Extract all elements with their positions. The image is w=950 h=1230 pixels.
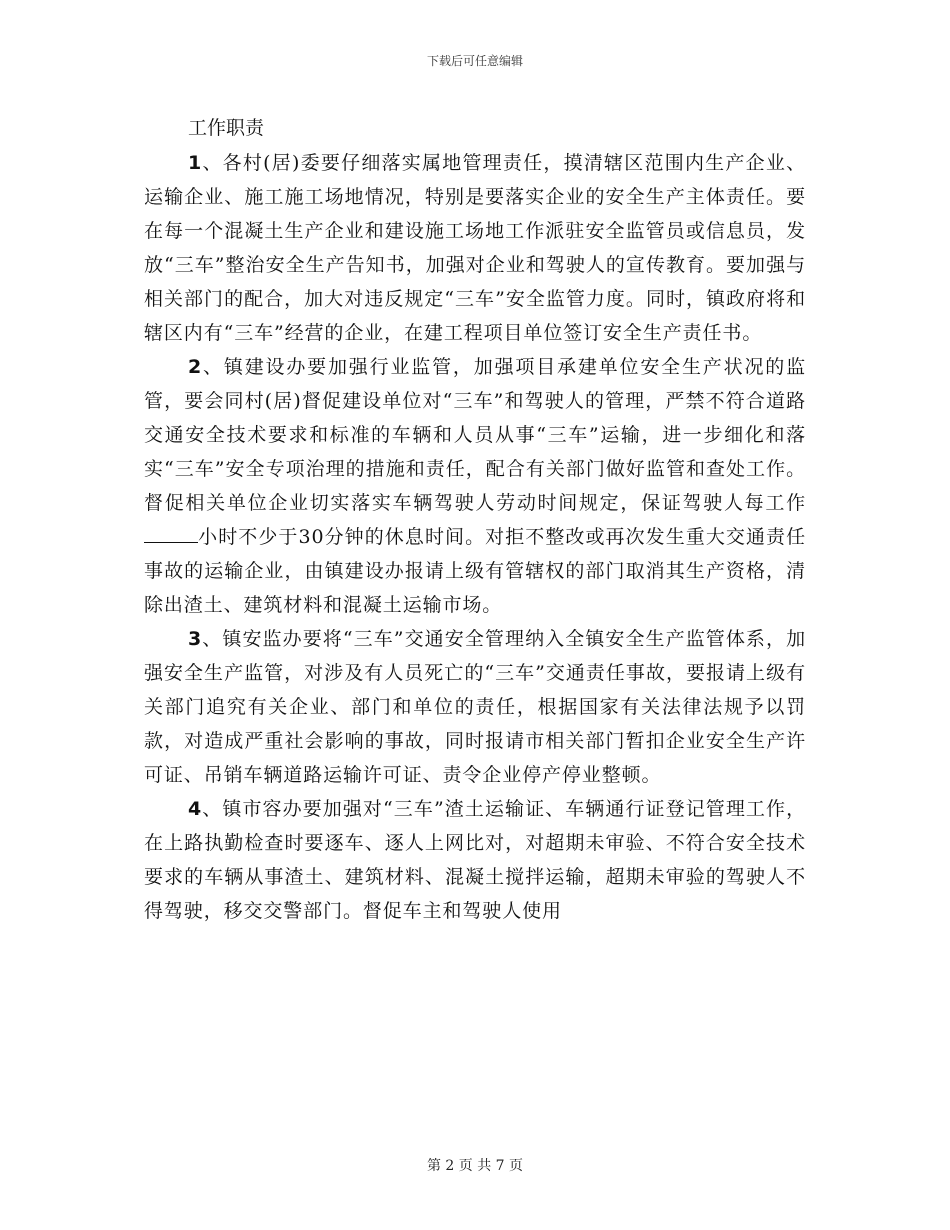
- document-body: [144, 112, 806, 928]
- fill-in-blank: [144, 524, 198, 543]
- paragraph-text: 、各村(居)委要仔细落实属地管理责任，摸清辖区范围内生产企业、运输企业、施工施工场地情况，特别是要落实企业的安全生产主体责任。要在每一个混凝土生产企业和建设施工场地工作派驻安全监管员或信息员，发放“三车”整治安全生产告知书，加强对企业和驾驶人的宣传教育。要加强与相关部门的配合，加大对违反规定“三车”安全监管力度。同时，镇政府将和辖区内有“三车”经营的企业，在建工程项目单位签订安全生产责任书。: [144, 152, 806, 344]
- page-footer: 第 2 页 共 7 页: [426, 1158, 524, 1174]
- paragraph-number: 1: [188, 152, 203, 174]
- paragraph-number: 2: [188, 356, 203, 378]
- section-title: 工作职责: [188, 117, 265, 139]
- paragraph-1: [144, 146, 806, 350]
- paragraph-4: [144, 792, 806, 928]
- paragraph-2: [144, 350, 806, 622]
- paragraph-text: 、镇安监办要将“三车”交通安全管理纳入全镇安全生产监管体系，加强安全生产监管，对涉及有人员死亡的“三车”交通责任事故，要报请上级有关部门追究有关企业、部门和单位的责任，根据国家有关法律法规予以罚款，对造成严重社会影响的事故，同时报请市相关部门暂扣企业安全生产许可证、吊销车辆道路运输许可证、责令企业停产停业整顿。: [144, 628, 806, 786]
- page-header: 下载后可任意编辑: [426, 54, 523, 68]
- paragraph-number: 3: [188, 628, 203, 650]
- paragraph-text: 、镇建设办要加强行业监管，加强项目承建单位安全生产状况的监管，要会同村(居)督促建设单位对“三车”和驾驶人的管理，严禁不符合道路交通安全技术要求和标准的车辆和人员从事“三车”运输，进一步细化和落实“三车”安全专项治理的措施和责任，配合有关部门做好监管和查处工作。督促相关单位企业切实落实车辆驾驶人劳动时间规定，保证驾驶人每工作: [144, 356, 806, 514]
- paragraph-text: 、镇市容办要加强对“三车”渣土运输证、车辆通行证登记管理工作，在上路执勤检查时要逐车、逐人上网比对，对超期未审验、不符合安全技术要求的车辆从事渣土、建筑材料、混凝土搅拌运输，超期未审验的驾驶人不得驾驶，移交交警部门。督促车主和驾驶人使用: [144, 798, 806, 922]
- paragraph-text-continued: 小时不少于30分钟的休息时间。对拒不整改或再次发生重大交通责任事故的运输企业，由镇建设办报请上级有管辖权的部门取消其生产资格，清除出渣土、建筑材料和混凝土运输市场。: [144, 526, 806, 616]
- paragraph-number: 4: [188, 798, 203, 820]
- paragraph-3: [144, 622, 806, 792]
